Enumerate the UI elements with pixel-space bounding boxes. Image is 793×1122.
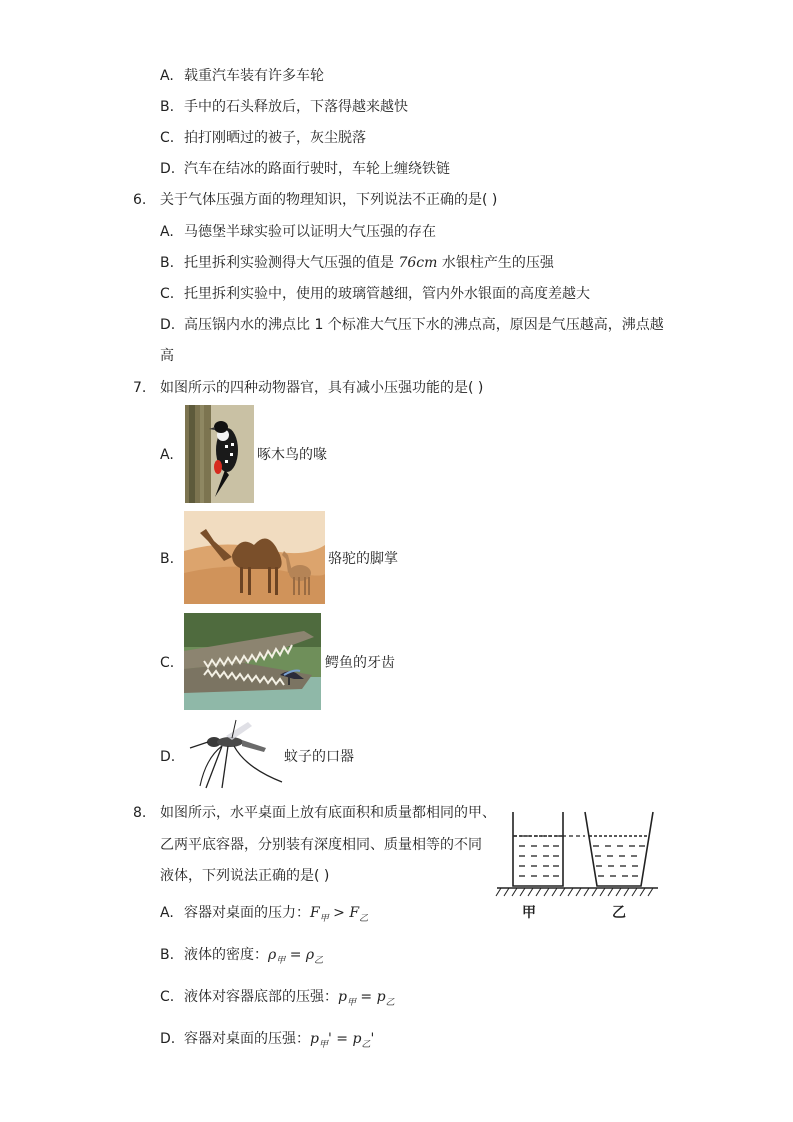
crocodile-image: [184, 613, 321, 710]
subscript: 乙: [359, 914, 369, 924]
option-text: 马德堡半球实验可以证明大气压强的存在: [184, 224, 436, 240]
q6-option-a[interactable]: [160, 222, 436, 242]
option-label: D.: [160, 317, 176, 333]
option-text: 汽车在结冰的路面行驶时，车轮上缠绕铁链: [184, 161, 450, 177]
subscript: 乙: [385, 998, 395, 1008]
option-text: 容器对桌面的压力：: [184, 905, 310, 921]
option-text: 鳄鱼的牙齿: [325, 655, 395, 671]
q7-option-d[interactable]: [160, 747, 175, 767]
math-symbol: p: [352, 1031, 362, 1047]
option-label: D.: [160, 749, 176, 765]
option-label: B.: [160, 255, 175, 271]
option-label: B.: [160, 947, 175, 963]
subscript: 甲: [319, 914, 329, 924]
container-label-jia: 甲: [522, 905, 536, 921]
option-text: 载重汽车装有许多车轮: [184, 68, 324, 84]
option-text: 液体对容器底部的压强：: [184, 989, 338, 1005]
option-label: A.: [160, 68, 174, 84]
q7-option-a[interactable]: [160, 445, 174, 465]
option-label: B.: [160, 99, 175, 115]
q8-option-b[interactable]: [160, 945, 323, 971]
question-stem-line: 如图所示，水平桌面上放有底面积和质量都相同的甲、: [160, 805, 496, 821]
q6-option-c[interactable]: [160, 284, 590, 304]
option-text: 蚊子的口器: [284, 749, 354, 765]
q6-option-d-continuation: 高: [160, 348, 174, 364]
q8-option-a[interactable]: [160, 903, 368, 929]
question-stem: 如图所示的四种动物器官，具有减小压强功能的是( ): [160, 380, 484, 396]
prime-mark: ': [370, 1031, 375, 1047]
option-label: A.: [160, 905, 174, 921]
option-text: 拍打刚晒过的被子，灰尘脱落: [184, 130, 366, 146]
math-operator: =: [331, 1031, 353, 1047]
option-label: C.: [160, 655, 175, 671]
math-symbol: F: [310, 905, 320, 921]
option-label: C.: [160, 989, 175, 1005]
option-label: C.: [160, 130, 175, 146]
math-symbol: F: [349, 905, 360, 921]
math-symbol: p: [338, 989, 347, 1005]
question-stem-line: 液体，下列说法正确的是( ): [160, 868, 330, 884]
option-text: 容器对桌面的压强：: [184, 1031, 310, 1047]
subscript: 甲: [346, 998, 356, 1008]
q6-option-b[interactable]: [160, 253, 554, 273]
math-operator: =: [285, 947, 306, 963]
question-number: 7.: [133, 380, 147, 396]
containers-figure: [495, 808, 660, 923]
question-stem: 关于气体压强方面的物理知识，下列说法不正确的是( ): [160, 192, 498, 208]
math-symbol: ρ: [305, 947, 315, 963]
q5-option-d[interactable]: [160, 159, 450, 179]
option-label: D.: [160, 1031, 176, 1047]
option-text: 骆驼的脚掌: [328, 551, 398, 567]
option-text: 高压锅内水的沸点比 1 个标准大气压下水的沸点高，原因是气压越高，沸点越: [184, 317, 664, 333]
math-symbol: p: [310, 1031, 319, 1047]
option-text: 啄木鸟的喙: [257, 447, 327, 463]
option-label: A.: [160, 447, 174, 463]
option-text: 水银柱产生的压强: [437, 255, 554, 271]
subscript: 甲: [276, 956, 286, 966]
q6-option-d[interactable]: [160, 315, 664, 335]
math-operator: =: [355, 989, 377, 1005]
q7-option-b[interactable]: [160, 549, 174, 569]
math-symbol: p: [376, 989, 386, 1005]
woodpecker-image: [185, 405, 254, 503]
option-label: D.: [160, 161, 176, 177]
option-text: 托里拆利实验测得大气压强的值是: [184, 255, 399, 271]
mosquito-image: [186, 718, 284, 790]
q8-option-c[interactable]: [160, 987, 395, 1013]
q5-option-c[interactable]: [160, 128, 366, 148]
math-operator: >: [328, 905, 350, 921]
math-value: 76cm: [398, 255, 438, 271]
option-label: C.: [160, 286, 175, 302]
subscript: 乙: [314, 956, 324, 966]
option-text: 手中的石头释放后，下落得越来越快: [184, 99, 408, 115]
option-text: 托里拆利实验中，使用的玻璃管越细，管内外水银面的高度差越大: [184, 286, 590, 302]
q7-option-c[interactable]: [160, 653, 174, 673]
option-label: B.: [160, 551, 175, 567]
q5-option-b[interactable]: [160, 97, 408, 117]
option-label: A.: [160, 224, 174, 240]
q8-option-d[interactable]: [160, 1029, 374, 1055]
prime-mark: ': [327, 1031, 332, 1047]
question-number: 6.: [133, 192, 147, 208]
camel-image: [184, 511, 325, 604]
subscript: 乙: [361, 1040, 371, 1050]
option-text: 液体的密度：: [184, 947, 268, 963]
question-number: 8.: [133, 805, 147, 821]
subscript: 甲: [318, 1040, 328, 1050]
math-symbol: ρ: [268, 947, 277, 963]
container-label-yi: 乙: [612, 905, 626, 921]
question-stem-line: 乙两平底容器，分别装有深度相同、质量相等的不同: [160, 837, 482, 853]
q5-option-a[interactable]: [160, 66, 324, 86]
